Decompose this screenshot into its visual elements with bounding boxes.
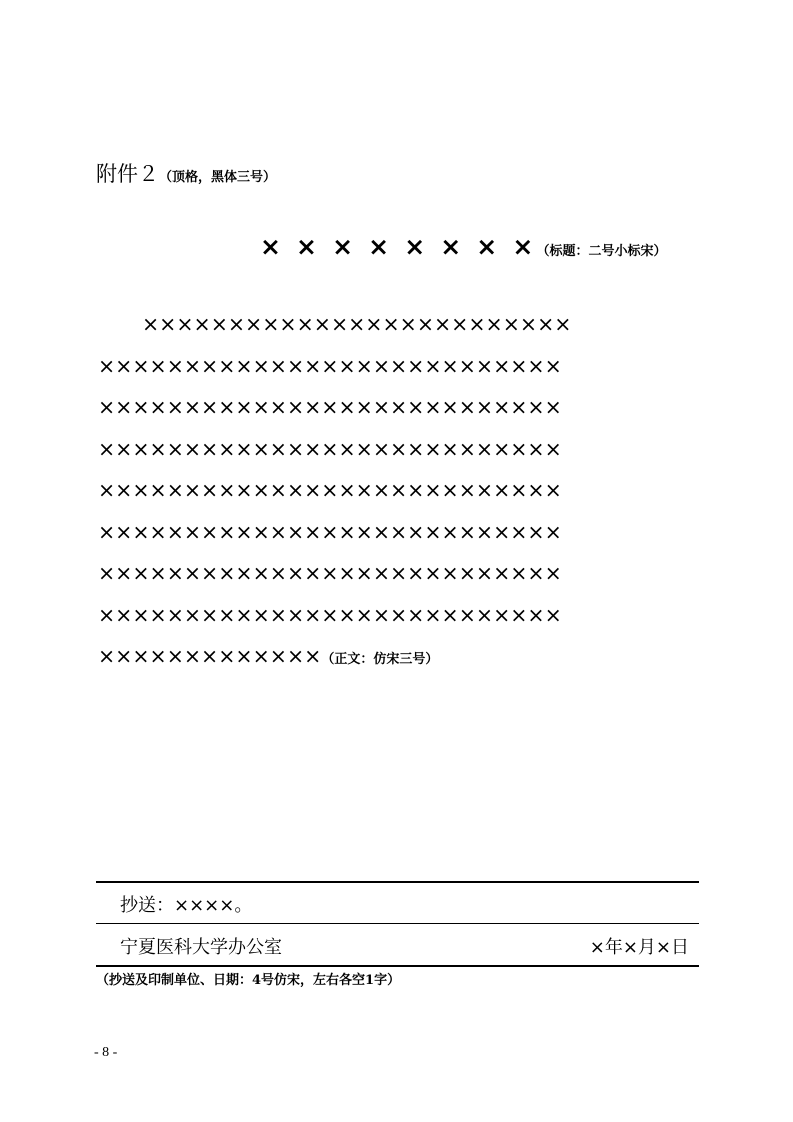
body-line: ××××××××××××××××××××××××××× bbox=[98, 519, 562, 544]
issuer-name: 宁夏医科大学办公室 bbox=[120, 937, 282, 958]
document-title bbox=[260, 232, 667, 261]
attachment-heading bbox=[96, 158, 276, 188]
body-last-line bbox=[98, 636, 698, 678]
page-number: - 8 - bbox=[94, 1045, 118, 1060]
body-line: ××××××××××××××××××××××××× bbox=[142, 312, 572, 336]
attachment-format-note: （顶格，黑体三号） bbox=[159, 170, 277, 185]
body-line: ××××××××××××××××××××××××××× bbox=[98, 602, 562, 627]
title-placeholder: × × × × × × × × bbox=[260, 232, 537, 261]
body-line: ××××××××××××××××××××××××××× bbox=[98, 436, 562, 461]
cc-text: 抄送：××××。 bbox=[120, 895, 253, 916]
body-line: ××××××××××××××××××××××××××× bbox=[98, 561, 562, 585]
title-format-note: （标题：二号小标宋） bbox=[536, 244, 667, 259]
body-text bbox=[98, 304, 698, 678]
footer-middle-rule bbox=[96, 923, 699, 924]
body-line: ××××××××××××××××××××××××××× bbox=[98, 353, 562, 378]
body-line: ××××××××××××××××××××××××××× bbox=[98, 478, 562, 502]
body-format-note: （正文：仿宋三号） bbox=[321, 652, 439, 667]
footer-top-rule bbox=[96, 881, 699, 883]
issue-date: ×年×月×日 bbox=[589, 937, 689, 958]
body-line: ××××××××××××××××××××××××××× bbox=[98, 395, 562, 419]
footer-bottom-rule bbox=[96, 965, 699, 967]
body-line: ××××××××××××× bbox=[98, 644, 322, 668]
footer-format-note: （抄送及印制单位、日期：4号仿宋，左右各空1字） bbox=[96, 973, 401, 988]
attachment-label: 附件２ bbox=[96, 162, 159, 186]
